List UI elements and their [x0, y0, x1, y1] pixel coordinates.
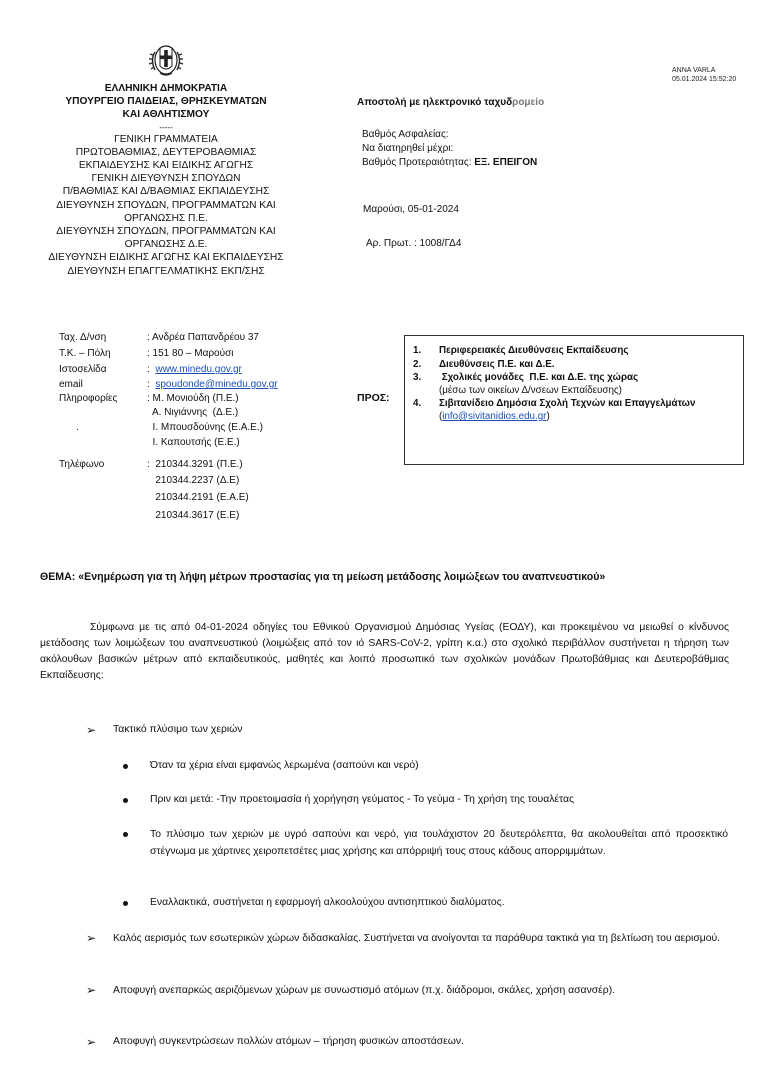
sub-measure-item — [123, 895, 728, 911]
sub-measure-item — [123, 826, 728, 876]
website-label: Ιστοσελίδα — [59, 364, 107, 375]
sub-measure-text: Εναλλακτικά, συστήνεται η εφαρμογή αλκοολούχου αντισηπτικού διαλύματος. — [150, 897, 505, 908]
header-line: ΓΕΝΙΚΗ ΔΙΕΥΘΥΝΣΗ ΣΠΟΥΔΩΝ — [91, 173, 241, 185]
measure-item — [86, 722, 726, 738]
recipient-subtext: (μέσω των οικείων Δ/νσεων Εκπαίδευσης) — [439, 384, 622, 396]
recipient-item — [413, 372, 735, 397]
measure-item — [86, 930, 728, 964]
delivery-method — [357, 97, 544, 108]
measure-text: Αποφυγή συγκεντρώσεων πολλών ατόμων – τήρηση φυσικών αποστάσεων. — [113, 1036, 464, 1047]
info-dot: . — [76, 422, 79, 433]
arrow-bullet-icon: ➢ — [86, 723, 97, 737]
document-date: Μαρούσι, 05-01-2024 — [363, 204, 459, 215]
header-line: ΓΕΝΙΚΗ ΓΡΑΜΜΑΤΕΙΑ — [114, 133, 218, 145]
website-link[interactable]: www.minedu.gov.gr — [155, 364, 242, 375]
header-line: ΟΡΓΑΝΩΣΗΣ Π.Ε. — [124, 212, 208, 224]
recipients-list — [413, 345, 735, 425]
recipient-text: Σχολικές μονάδες Π.Ε. και Δ.Ε. της χώρας — [439, 372, 639, 384]
website-prefix: : — [147, 364, 156, 375]
phone-value: 210344.2237 (Δ.Ε) — [147, 475, 240, 486]
recipient-number: 2. — [413, 358, 422, 370]
bullet-dot-icon — [123, 798, 128, 803]
digital-signature-stamp — [672, 66, 736, 84]
measure-item — [86, 982, 728, 1016]
header-line: ΕΛΛΗΝΙΚΗ ΔΗΜΟΚΡΑΤΙΑ — [104, 83, 228, 94]
phone-value: 210344.3617 (Ε.Ε) — [147, 510, 240, 521]
header-line: ΔΙΕΥΘΥΝΣΗ ΣΠΟΥΔΩΝ, ΠΡΟΓΡΑΜΜΑΤΩΝ ΚΑΙ — [56, 226, 276, 238]
address-value: : Ανδρέα Παπανδρέου 37 — [147, 332, 259, 343]
arrow-bullet-icon: ➢ — [86, 931, 97, 945]
bullet-dot-icon — [123, 832, 128, 837]
sub-measure-text: Πριν και μετά: -Την προετοιμασία ή χορήγηση γεύματος - Το γεύμα - Τη χρήση της τουαλέτας — [150, 794, 575, 805]
header-line: ΔΙΕΥΘΥΝΣΗ ΣΠΟΥΔΩΝ, ΠΡΟΓΡΑΜΜΑΤΩΝ ΚΑΙ — [56, 199, 276, 211]
info-value: Ι. Καπουτσής (Ε.Ε.) — [147, 437, 240, 448]
signature-datetime: 05.01.2024 15:52:20 — [672, 76, 737, 83]
email-link[interactable]: spoudonde@minedu.gov.gr — [155, 379, 278, 390]
email-prefix: : — [147, 379, 156, 390]
measure-text: Αποφυγή ανεπαρκώς αεριζόμενων χώρων με συνωστισμό ατόμων (π.χ. διάδρομοι, σκάλες, χρήση ασανσέρ). — [113, 985, 616, 996]
postal-value: : 151 80 – Μαρούσι — [147, 348, 234, 359]
sub-measure-item — [123, 758, 728, 774]
arrow-bullet-icon: ➢ — [86, 983, 97, 997]
recipient-item: 4. Σιβιτανίδειο Δημόσια Σχολή Τεχνών και Επαγγελμάτων (info@sivitanidios.edu.gr) — [413, 398, 735, 423]
measure-text: Καλός αερισμός των εσωτερικών χώρων διδασκαλίας. Συστήνεται να ανοίγονται τα παράθυρα τακτικά για τη βελτίωση του αερισμού. — [113, 933, 721, 944]
recipient-text: Διευθύνσεις Π.Ε. και Δ.Ε. — [439, 358, 555, 370]
header-line: ΔΙΕΥΘΥΝΣΗ ΕΠΑΓΓΕΛΜΑΤΙΚΗΣ ΕΚΠ/ΣΗΣ — [67, 265, 265, 277]
header-line: ----- — [159, 122, 173, 132]
info-value: Ι. Μπουσδούνης (Ε.Α.Ε.) — [147, 422, 263, 433]
recipient-number: 4. — [413, 398, 422, 410]
measure-item — [86, 1034, 728, 1050]
header-line: ΟΡΓΑΝΩΣΗΣ Δ.Ε. — [124, 239, 208, 251]
arrow-bullet-icon: ➢ — [86, 1035, 97, 1049]
header-line: ΠΡΩΤΟΒΑΘΜΙΑΣ, ΔΕΥΤΕΡΟΒΑΘΜΙΑΣ — [75, 146, 257, 158]
document-subject: ΘΕΜΑ: «Ενημέρωση για τη λήψη μέτρων προστασίας για τη μείωση μετάδοσης λοιμώξεων του αναπνευστικού» — [40, 571, 606, 583]
recipient-number: 3. — [413, 372, 422, 384]
issuing-authority-header — [40, 82, 292, 278]
header-line: ΚΑΙ ΑΘΛΗΤΙΣΜΟΥ — [122, 109, 210, 121]
body-paragraph: Σύμφωνα με τις από 04-01-2024 οδηγίες του Εθνικού Οργανισμού Δημόσιας Υγείας (ΕΟΔΥ), και προκειμένου να μειωθεί ο κίνδυνος μετάδοσης των λοιμώξεων του αναπνευστικού (λοιμώξεις από τον ιό SARS-CoV-2, γρίπη κ.α.) στο σχολικό περιβάλλον συστήνεται η τήρηση των ακόλουθων βασικών μέτρων από εκπαιδευτικούς, μαθητές και λοιπό προσωπικό των σχολικών μονάδων Πρωτοβάθμιας και Δευτεροβάθμιας Εκπαίδευσης: — [40, 622, 729, 681]
bullet-dot-icon — [123, 901, 128, 906]
delivery-text-faded: ρομείο — [512, 97, 545, 108]
security-level-label: Βαθμός Ασφαλείας: — [362, 129, 449, 140]
email-label: email — [59, 379, 83, 390]
recipient-text: Σιβιτανίδειο Δημόσια Σχολή Τεχνών και Επαγγελμάτων — [439, 398, 696, 410]
delivery-text: Αποστολή με ηλεκτρονικό ταχυδ — [357, 97, 513, 108]
greek-coat-of-arms-icon — [146, 40, 186, 80]
recipient-email-link[interactable]: info@sivitanidios.edu.gr — [442, 410, 547, 422]
priority-line — [362, 156, 537, 170]
sub-measure-text: Όταν τα χέρια είναι εμφανώς λερωμένα (σαπούνι και νερό) — [150, 760, 419, 771]
phone-label: Τηλέφωνο — [59, 459, 105, 470]
phone-value: 210344.2191 (Ε.Α.Ε) — [147, 492, 249, 503]
recipient-number: 1. — [413, 345, 422, 356]
priority-value: ΕΞ. ΕΠΕΙΓΟΝ — [474, 157, 538, 168]
sub-measure-item — [123, 792, 728, 808]
bullet-dot-icon — [123, 764, 128, 769]
phone-value: : 210344.3291 (Π.Ε.) — [147, 459, 243, 470]
recipients-label: ΠΡΟΣ: — [357, 392, 390, 404]
priority-label: Βαθμός Προτεραιότητας: — [362, 157, 472, 168]
info-value: Α. Νιγιάννης (Δ.Ε.) — [147, 407, 239, 418]
recipient-item — [413, 359, 735, 372]
header-line: Π/ΒΑΘΜΙΑΣ ΚΑΙ Δ/ΒΑΘΜΙΑΣ ΕΚΠΑΙΔΕΥΣΗΣ — [62, 186, 270, 198]
recipient-text: Περιφερειακές Διευθύνσεις Εκπαίδευσης — [439, 345, 629, 356]
header-line: ΥΠΟΥΡΓΕΙΟ ΠΑΙΔΕΙΑΣ, ΘΡΗΣΚΕΥΜΑΤΩΝ — [65, 96, 267, 108]
keep-until-label: Να διατηρηθεί μέχρι: — [362, 143, 454, 154]
info-value: : Μ. Μονιούδη (Π.Ε.) — [147, 393, 239, 404]
postal-label: Τ.Κ. – Πόλη — [59, 348, 111, 359]
measure-text: Τακτικό πλύσιμο των χεριών — [113, 724, 243, 735]
sub-measure-text: Το πλύσιμο των χεριών με υγρό σαπούνι και νερό, για τουλάχιστον 20 δευτερόλεπτα, θα ακολουθείται από προσεκτικό στέγνωμα με χάρτινες χειροπετσέτες μιας χρήσης και απόρριψή τους στους κάδους απορριμμάτων. — [150, 829, 728, 857]
address-label: Ταχ. Δ/νση — [59, 332, 107, 343]
security-block — [362, 128, 537, 170]
protocol-number: Αρ. Πρωτ. : 1008/ΓΔ4 — [366, 238, 462, 249]
header-line: ΔΙΕΥΘΥΝΣΗ ΕΙΔΙΚΗΣ ΑΓΩΓΗΣ ΚΑΙ ΕΚΠΑΙΔΕΥΣΗΣ — [48, 252, 284, 264]
signer-name: ANNA VARLA — [672, 67, 716, 74]
header-line: ΕΚΠΑΙΔΕΥΣΗΣ ΚΑΙ ΕΙΔΙΚΗΣ ΑΓΩΓΗΣ — [78, 160, 254, 172]
info-label: Πληροφορίες — [59, 393, 118, 404]
recipient-item — [413, 345, 735, 358]
